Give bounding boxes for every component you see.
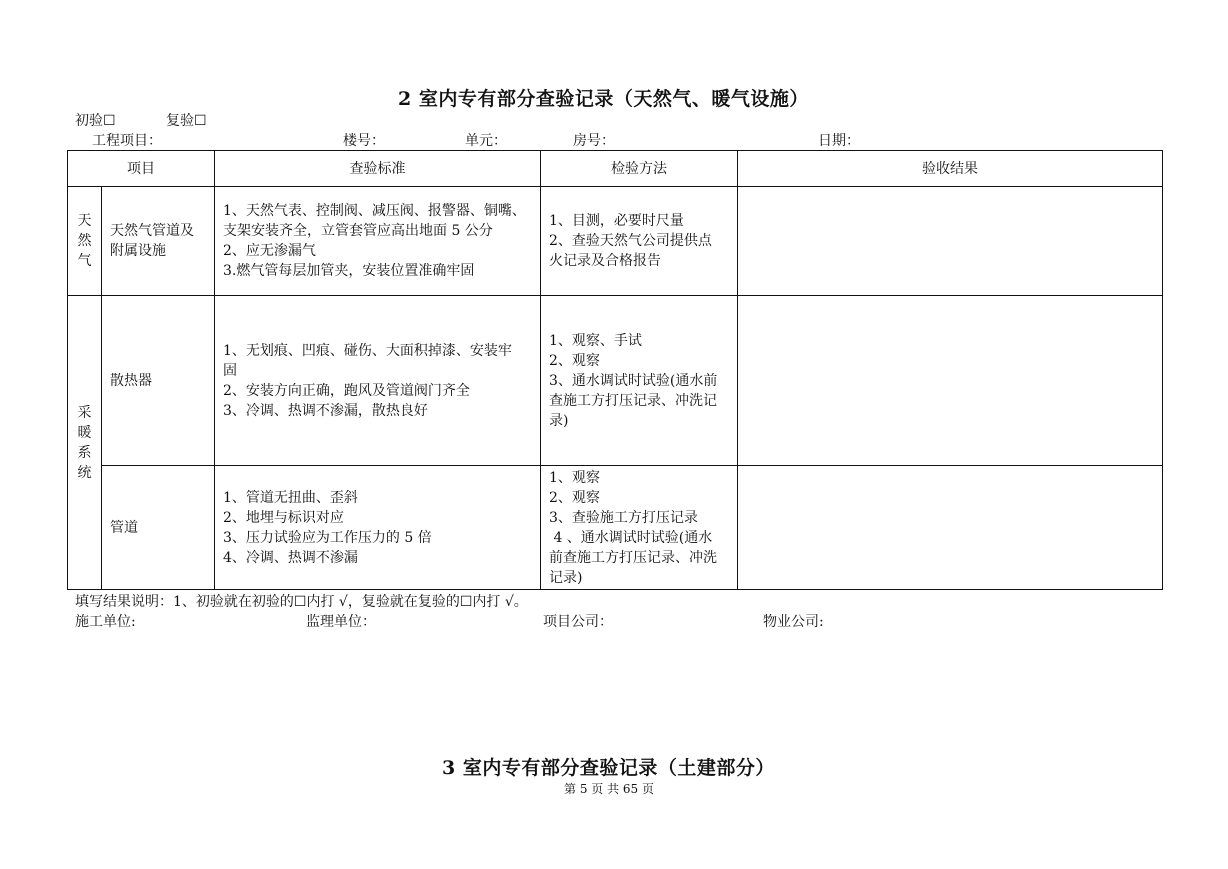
supervision-unit-label: 监理单位： xyxy=(306,614,376,630)
document-title: 2 室内专有部分查验记录（天然气、暖气设施） xyxy=(398,88,809,110)
method-radiator: 1、观察、手试 2、观察 3、通水调试时试验(通水前 查施工方打压记录、冲洗记 录) xyxy=(541,296,738,466)
unit-field-label: 单元： xyxy=(465,133,507,149)
project-field-label: 工程项目： xyxy=(92,133,162,149)
standard-gas: 1、天然气表、控制阀、减压阀、报警器、铜嘴、 支架安装齐全，立管套管应高出地面 5 公分 2、应无渗漏气 3.燃气管每层加管夹，安装位置准确牢固 xyxy=(215,187,541,296)
category-gas: 天然气 xyxy=(68,187,102,296)
item-pipe: 管道 xyxy=(102,466,215,590)
result-gas[interactable] xyxy=(738,187,1163,296)
table-row xyxy=(68,466,1163,590)
building-field-label: 楼号： xyxy=(343,133,385,149)
page-number: 第 5 页 共 65 页 xyxy=(564,782,654,796)
recheck-checkbox-label[interactable]: 复验☐ xyxy=(166,113,207,129)
table-header-row xyxy=(68,151,1163,187)
table-row xyxy=(68,187,1163,296)
first-inspection-checkbox-label[interactable]: 初验☐ xyxy=(75,113,116,129)
fill-instructions: 填写结果说明：1、初验就在初验的☐内打 √，复验就在复验的☐内打 √。 xyxy=(75,594,528,610)
method-pipe: 1、观察 2、观察 3、查验施工方打压记录 4 、通水调试时试验(通水 前查施工方打压记录、冲洗 记录) xyxy=(541,466,738,590)
standard-pipe: 1、管道无扭曲、歪斜 2、地埋与标识对应 3、压力试验应为工作压力的 5 倍 4、冷调、热调不渗漏 xyxy=(215,466,541,590)
category-heating: 采暖系统 xyxy=(68,296,102,590)
result-radiator[interactable] xyxy=(738,296,1163,466)
inspection-table xyxy=(67,150,1163,590)
method-gas: 1、目测，必要时尺量 2、查验天然气公司提供点 火记录及合格报告 xyxy=(541,187,738,296)
table-row xyxy=(68,296,1163,466)
result-pipe[interactable] xyxy=(738,466,1163,590)
header-standard: 查验标准 xyxy=(215,151,541,187)
header-method: 检验方法 xyxy=(541,151,738,187)
next-section-title: 3 室内专有部分查验记录（土建部分） xyxy=(442,757,775,779)
header-result: 验收结果 xyxy=(738,151,1163,187)
item-radiator: 散热器 xyxy=(102,296,215,466)
room-field-label: 房号： xyxy=(573,133,615,149)
standard-radiator: 1、无划痕、凹痕、碰伤、大面积掉漆、安装牢 固 2、安装方向正确，跑风及管道阀门齐全 3、冷调、热调不渗漏，散热良好 xyxy=(215,296,541,466)
property-company-label: 物业公司: xyxy=(763,614,824,630)
header-item: 项目 xyxy=(68,151,215,187)
date-field-label: 日期： xyxy=(818,133,860,149)
item-gas-pipeline: 天然气管道及附属设施 xyxy=(102,187,215,296)
construction-unit-label: 施工单位: xyxy=(75,614,136,630)
project-company-label: 项目公司： xyxy=(543,614,613,630)
